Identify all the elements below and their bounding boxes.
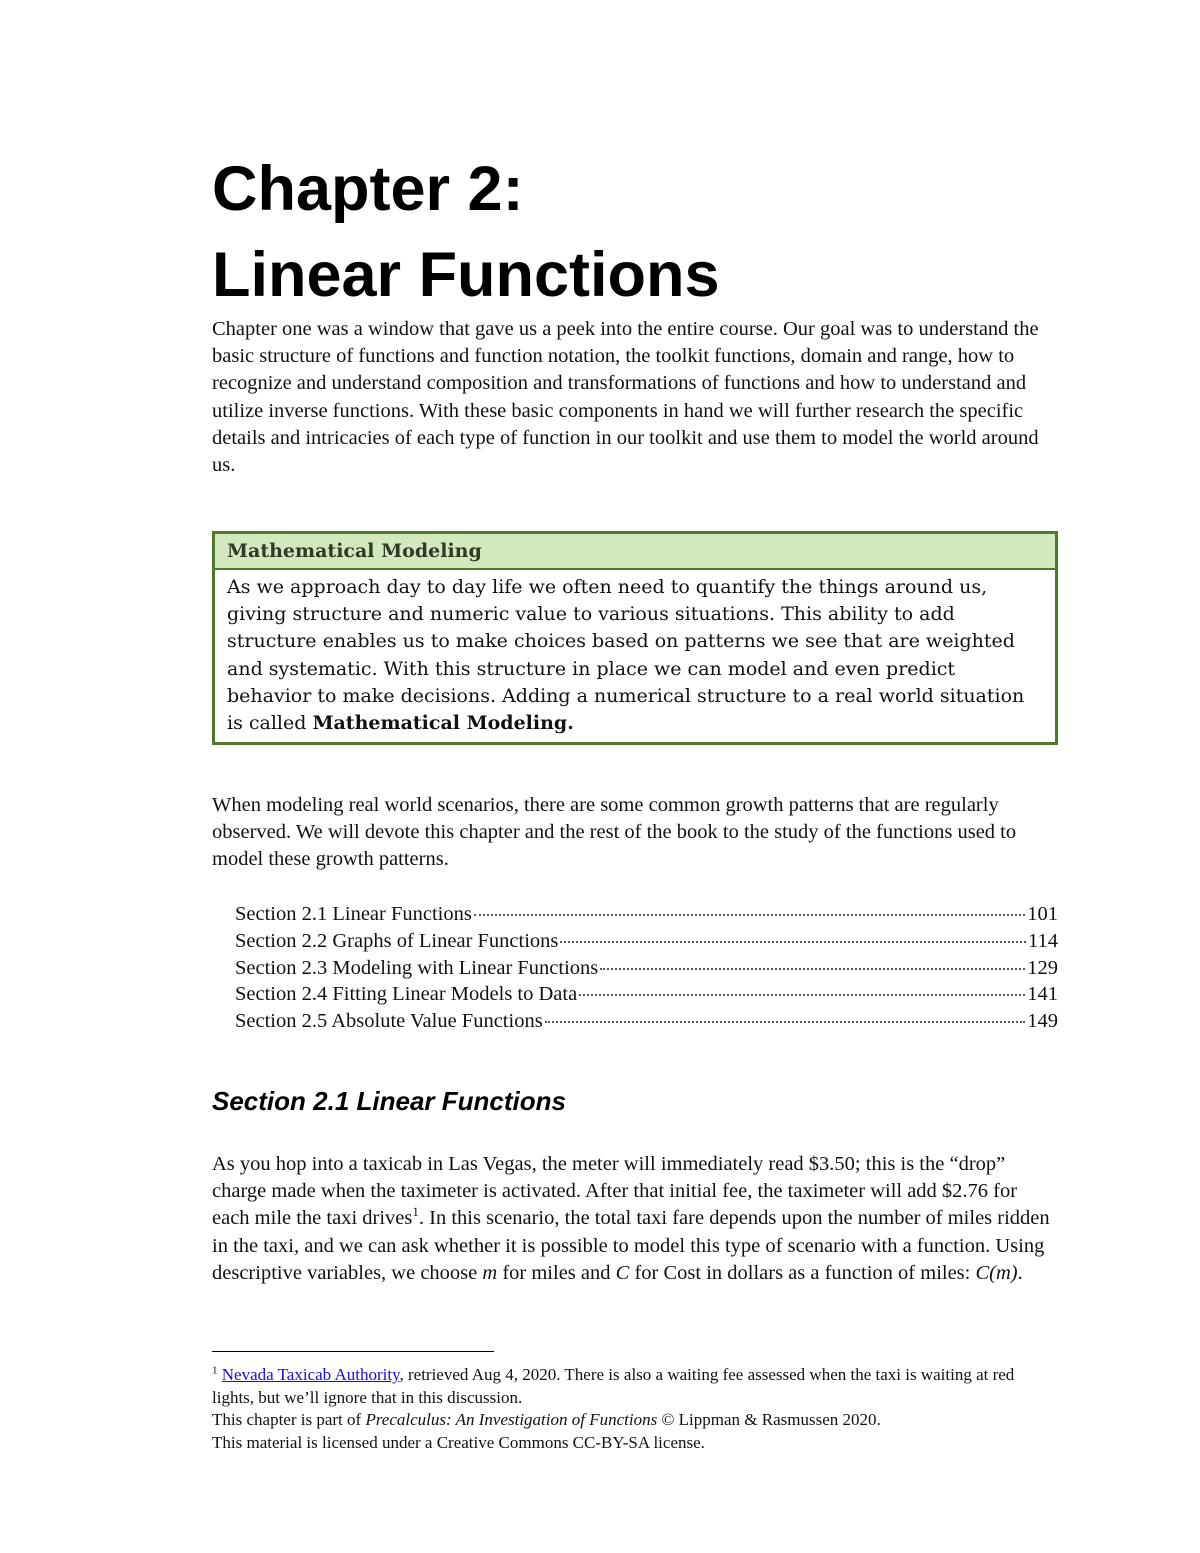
license-note: This material is licensed under a Creative Commons CC-BY-SA license. <box>212 1432 705 1452</box>
toc-entry-label: Section 2.1 Linear Functions <box>235 903 472 925</box>
taxicab-paragraph <box>212 1151 1058 1287</box>
book-title: Precalculus: An Investigation of Functions <box>365 1410 658 1429</box>
footnote-source-link[interactable]: Nevada Taxicab Authority <box>221 1365 400 1384</box>
chapter-title <box>212 146 720 318</box>
toc-entry-label: Section 2.5 Absolute Value Functions <box>235 1010 543 1033</box>
definition-box <box>212 531 1058 745</box>
toc-entry-label: Section 2.4 Fitting Linear Models to Data <box>235 983 578 1006</box>
definition-box-body <box>215 570 1055 742</box>
footnote-1 <box>212 1364 1058 1409</box>
variable-c: C <box>615 1261 630 1284</box>
footnote-text: , retrieved Aug 4, 2020. There is also a waiting fee assessed when the taxi is waiting at red lights, but we’ll ignore that in this discussion. <box>212 1365 1015 1407</box>
credit-text: © Lippman & Rasmussen 2020. <box>657 1410 881 1429</box>
toc-entry-page: 129 <box>1027 956 1058 979</box>
toc-entry-page: 114 <box>1028 929 1058 952</box>
toc-leader <box>579 994 1025 996</box>
taxicab-text: . In this scenario, the total taxi fare depends upon the number of miles ridden in the taxi, and we can ask whether it is possible to model this type of scenario with a function. Using descriptive variables, we choose <box>212 1207 1050 1284</box>
footnote-number: 1 <box>212 1364 218 1377</box>
chapter-number: Chapter 2: <box>212 154 524 224</box>
definition-term: Mathematical Modeling. <box>312 712 574 735</box>
toc-leader <box>545 1021 1026 1023</box>
chapter-name: Linear Functions <box>212 240 720 310</box>
footnote-ref[interactable]: 1 <box>412 1204 419 1220</box>
toc-leader <box>560 941 1026 943</box>
toc-entry[interactable] <box>235 955 1058 982</box>
intro-paragraph: Chapter one was a window that gave us a peek into the entire course. Our goal was to understand the basic structure of functions and function notation, the toolkit functions, domain and range, how to recognize and understand composition and transformations of functions and how to understand and utilize inverse functions. With these basic components in hand we will further research the specific details and intricacies of each type of function in our toolkit and use them to model the world around us. <box>212 318 1039 477</box>
toc-entry-page: 149 <box>1027 1010 1058 1033</box>
book-credit <box>212 1409 1058 1432</box>
taxicab-text: for Cost in dollars as a function of miles: <box>629 1261 976 1284</box>
credit-text: This chapter is part of <box>212 1410 366 1429</box>
toc-entry-label: Section 2.2 Graphs of Linear Functions <box>235 929 559 952</box>
footnotes <box>212 1364 1058 1454</box>
toc-entry[interactable] <box>235 928 1058 955</box>
toc-leader <box>474 914 1025 916</box>
toc-leader <box>600 968 1025 970</box>
toc-entry[interactable] <box>235 981 1058 1008</box>
taxicab-text: As you hop into a taxicab in Las Vegas, the meter will immediately read $3.50; this is the “drop” charge made when the taximeter is activated. After that initial fee, the taximeter will add $2.76 for each mile the taxi drives <box>212 1153 1018 1230</box>
variable-m: m <box>482 1261 498 1284</box>
toc-entry[interactable] <box>235 1008 1058 1035</box>
section-title: Section 2.1 Linear Functions <box>212 1086 566 1116</box>
taxicab-text: . <box>1017 1261 1023 1284</box>
definition-box-title: Mathematical Modeling <box>215 534 1055 570</box>
definition-text: As we approach day to day life we often need to quantify the things around us, giving structure and numeric value to various situations. This ability to add structure enables us to make choices based on patterns we see that are weighted and systematic. With this structure in place we can model and even predict behavior to make decisions. Adding a numerical structure to a real world situation is called <box>227 576 1025 735</box>
toc-entry-page: 101 <box>1027 903 1058 925</box>
function-notation: C(m) <box>975 1261 1018 1284</box>
table-of-contents <box>235 901 1058 1035</box>
toc-entry[interactable] <box>235 901 1058 928</box>
growth-patterns-paragraph: When modeling real world scenarios, there are some common growth patterns that are regularly observed. We will devote this chapter and the rest of the book to the study of the functions used to model these growth patterns. <box>212 794 1017 871</box>
toc-entry-page: 141 <box>1027 983 1058 1006</box>
toc-entry-label: Section 2.3 Modeling with Linear Functions <box>235 956 599 979</box>
footnote-divider <box>212 1351 494 1352</box>
taxicab-text: for miles and <box>497 1261 616 1284</box>
